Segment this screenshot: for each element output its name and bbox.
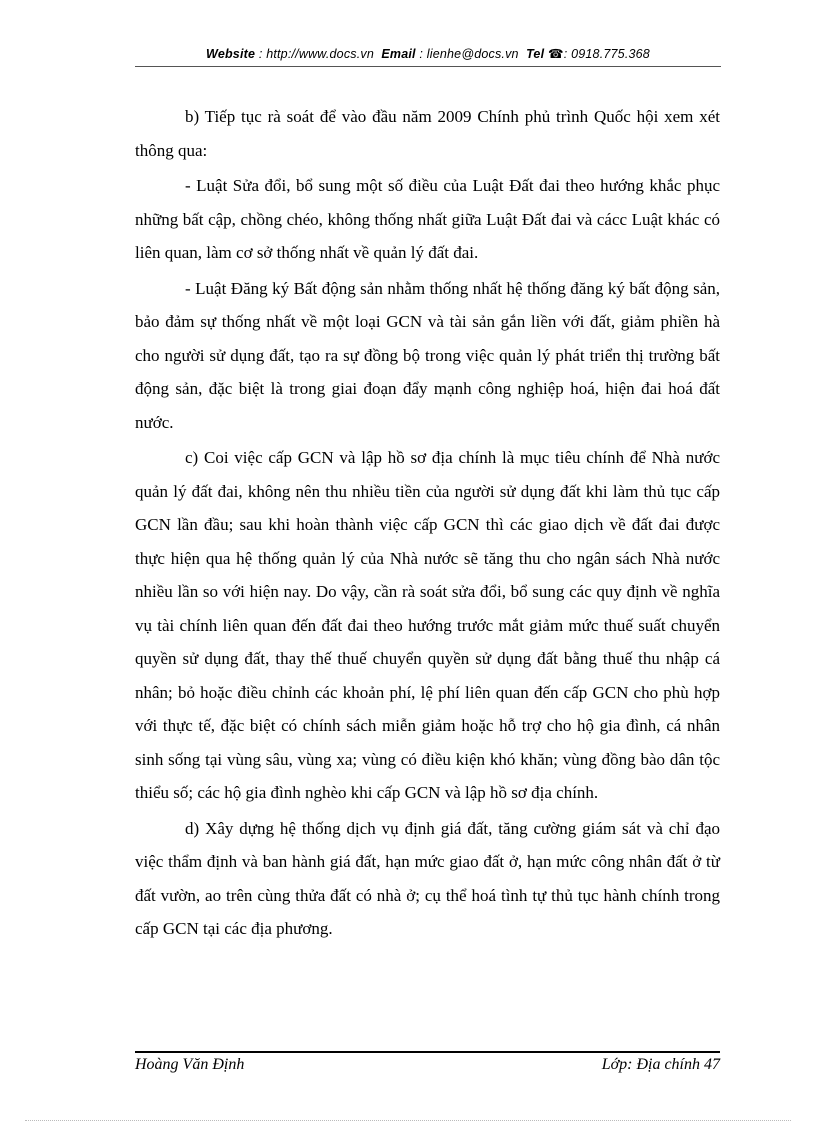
email-label: Email — [381, 47, 416, 61]
paragraph-d: d) Xây dựng hệ thống dịch vụ định giá đất, tăng cường giám sát và chỉ đạo việc thẩm định và ban hành giá đất, hạn mức giao đất ở, hạn mức công nhân đất ở từ đất vườn, ao trên cùng thửa đất có nhà ở; cụ thể hoá tình tự thủ tục hành chính trong cấp GCN tại các địa phương. — [135, 818, 720, 938]
paragraph-dash-1: - Luật Sửa đổi, bổ sung một số điều của Luật Đất đai theo hướng khắc phục những bất cập, chồng chéo, không thống nhất giữa Luật Đất đai và cácc Luật khác có liên quan, làm cơ sở thống nhất về quản lý đất đai. — [135, 176, 720, 262]
footer-divider — [135, 1051, 720, 1053]
website-value: : http://www.docs.vn — [258, 47, 375, 61]
page-header — [135, 46, 721, 61]
page-bottom-border — [25, 1120, 791, 1121]
website-label: Website — [206, 47, 256, 61]
header-divider — [135, 66, 721, 67]
email-value: : lienhe@docs.vn — [419, 47, 519, 61]
paragraph-b: b) Tiếp tục rà soát để vào đầu năm 2009 Chính phủ trình Quốc hội xem xét thông qua: — [135, 107, 720, 160]
paragraph-c: c) Coi việc cấp GCN và lập hồ sơ địa chính là mục tiêu chính để Nhà nước quản lý đất đai, không nên thu nhiều tiền của người sử dụng đất khi làm thủ tục cấp GCN lần đầu; sau khi hoàn thành việc cấp GCN thì các giao dịch về đất đai được thực hiện qua hệ thống quản lý của Nhà nước sẽ tăng thu cho ngân sách Nhà nước nhiều lần so với hiện nay. Do vậy, cần rà soát sửa đổi, bổ sung các quy định về nghĩa vụ tài chính liên quan đến đất đai theo hướng trước mắt giảm mức thuế suất chuyển quyền sử dụng đất, thay thế thuế chuyển quyền sử dụng đất bằng thuế thu nhập cá nhân; bỏ hoặc điều chỉnh các khoản phí, lệ phí liên quan đến cấp GCN cho phù hợp với thực tế, đặc biệt có chính sách miễn giảm hoặc hỗ trợ cho hộ gia đình, cá nhân sinh sống tại vùng sâu, vùng xa; vùng có điều kiện khó khăn; vùng đồng bào dân tộc thiểu số; các hộ gia đình nghèo khi cấp GCN và lập hồ sơ địa chính. — [135, 448, 720, 802]
paragraph-dash-2: - Luật Đăng ký Bất động sản nhằm thống nhất hệ thống đăng ký bất động sản, bảo đảm sự thống nhất về một loại GCN và tài sản gắn liền với đất, giảm phiền hà cho người sử dụng đất, tạo ra sự đồng bộ trong việc quản lý phát triển thị trường bất động sản, đặc biệt là trong giai đoạn đẩy mạnh công nghiệp hoá, hiện đai hoá đất nước. — [135, 278, 720, 432]
footer-class: Lớp: Địa chính 47 — [601, 1056, 720, 1073]
tel-label: Tel — [526, 47, 545, 61]
document-body — [135, 100, 720, 948]
tel-value: : 0918.775.368 — [563, 47, 650, 61]
phone-icon: ☎ — [547, 47, 564, 61]
footer-author: Hoàng Văn Định — [135, 1056, 245, 1073]
